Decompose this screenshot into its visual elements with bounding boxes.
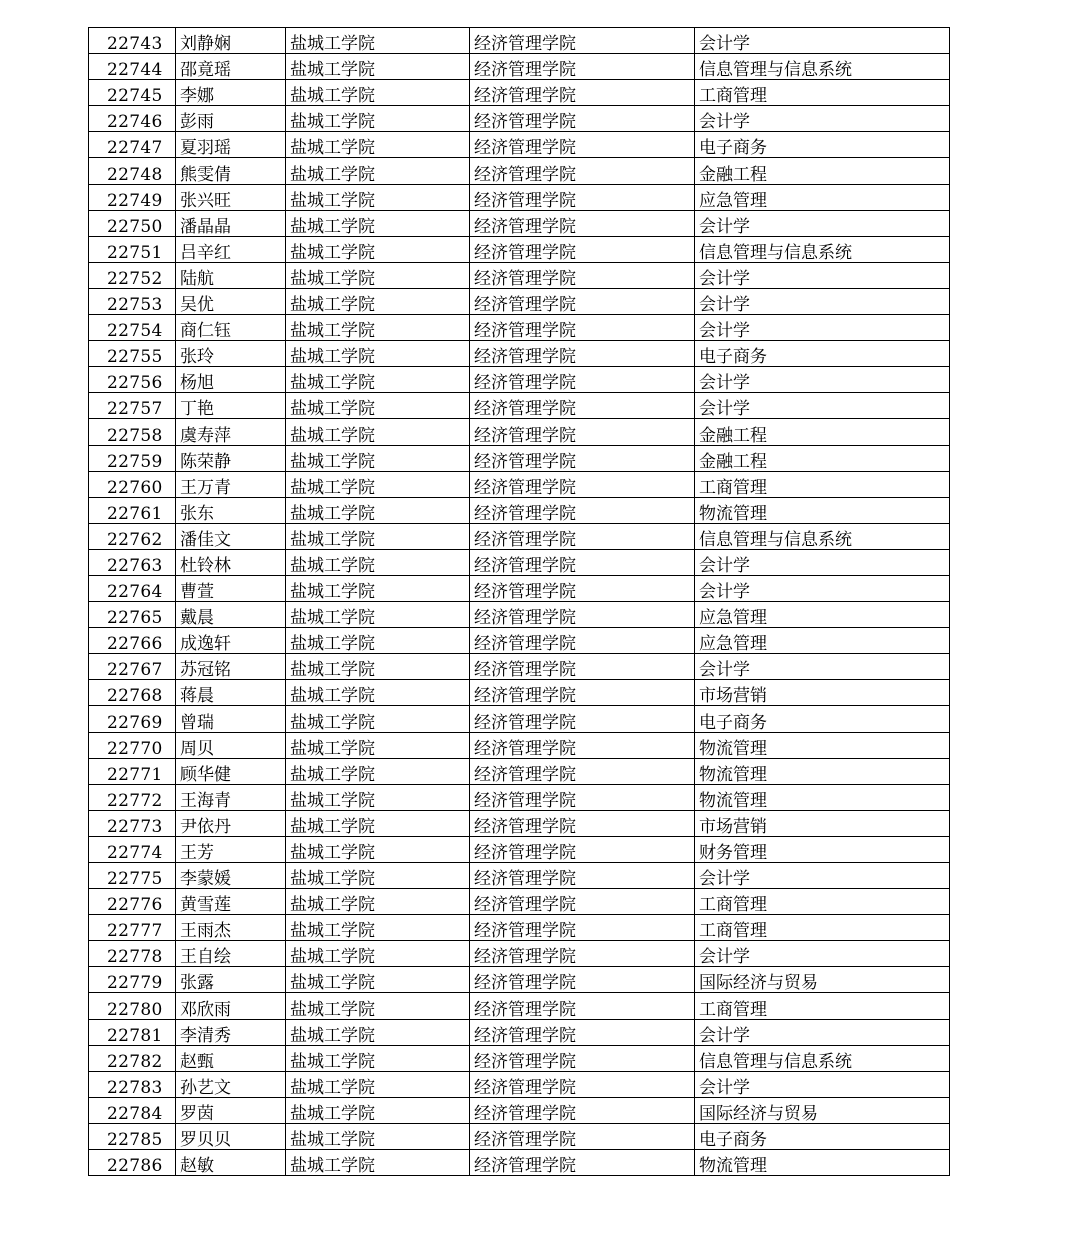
college-cell: 经济管理学院 <box>470 445 695 471</box>
serial-number-cell: 22752 <box>89 262 176 288</box>
serial-number-cell: 22754 <box>89 315 176 341</box>
school-cell: 盐城工学院 <box>286 288 470 314</box>
college-cell: 经济管理学院 <box>470 184 695 210</box>
student-name-cell: 孙艺文 <box>176 1071 286 1097</box>
student-name-cell: 李清秀 <box>176 1019 286 1045</box>
school-cell: 盐城工学院 <box>286 132 470 158</box>
table-row <box>89 549 950 575</box>
college-cell: 经济管理学院 <box>470 680 695 706</box>
college-cell: 经济管理学院 <box>470 132 695 158</box>
table-row <box>89 236 950 262</box>
college-cell: 经济管理学院 <box>470 1150 695 1176</box>
school-cell: 盐城工学院 <box>286 523 470 549</box>
college-cell: 经济管理学院 <box>470 628 695 654</box>
table-row <box>89 315 950 341</box>
serial-number-cell: 22759 <box>89 445 176 471</box>
table-row <box>89 367 950 393</box>
major-cell: 物流管理 <box>695 758 950 784</box>
roster-table <box>88 27 950 1176</box>
student-name-cell: 黄雪莲 <box>176 889 286 915</box>
student-name-cell: 王雨杰 <box>176 915 286 941</box>
serial-number-cell: 22773 <box>89 810 176 836</box>
serial-number-cell: 22749 <box>89 184 176 210</box>
table-row <box>89 1150 950 1176</box>
major-cell: 市场营销 <box>695 680 950 706</box>
serial-number-cell: 22766 <box>89 628 176 654</box>
student-name-cell: 杜铃林 <box>176 549 286 575</box>
student-name-cell: 曾瑞 <box>176 706 286 732</box>
school-cell: 盐城工学院 <box>286 367 470 393</box>
serial-number-cell: 22758 <box>89 419 176 445</box>
college-cell: 经济管理学院 <box>470 732 695 758</box>
serial-number-cell: 22768 <box>89 680 176 706</box>
serial-number-cell: 22757 <box>89 393 176 419</box>
table-row <box>89 993 950 1019</box>
serial-number-cell: 22753 <box>89 288 176 314</box>
major-cell: 信息管理与信息系统 <box>695 1045 950 1071</box>
major-cell: 会计学 <box>695 863 950 889</box>
school-cell: 盐城工学院 <box>286 1123 470 1149</box>
major-cell: 电子商务 <box>695 706 950 732</box>
serial-number-cell: 22746 <box>89 106 176 132</box>
student-name-cell: 刘静娴 <box>176 28 286 54</box>
major-cell: 会计学 <box>695 575 950 601</box>
serial-number-cell: 22764 <box>89 575 176 601</box>
student-name-cell: 王万青 <box>176 471 286 497</box>
major-cell: 应急管理 <box>695 602 950 628</box>
table-row <box>89 863 950 889</box>
student-name-cell: 李娜 <box>176 80 286 106</box>
student-name-cell: 赵敏 <box>176 1150 286 1176</box>
student-name-cell: 夏羽瑶 <box>176 132 286 158</box>
student-name-cell: 陆航 <box>176 262 286 288</box>
table-row <box>89 758 950 784</box>
serial-number-cell: 22770 <box>89 732 176 758</box>
student-name-cell: 吴优 <box>176 288 286 314</box>
school-cell: 盐城工学院 <box>286 967 470 993</box>
major-cell: 市场营销 <box>695 810 950 836</box>
table-row <box>89 393 950 419</box>
college-cell: 经济管理学院 <box>470 497 695 523</box>
school-cell: 盐城工学院 <box>286 184 470 210</box>
serial-number-cell: 22775 <box>89 863 176 889</box>
college-cell: 经济管理学院 <box>470 367 695 393</box>
student-name-cell: 蒋晨 <box>176 680 286 706</box>
table-row <box>89 445 950 471</box>
table-row <box>89 341 950 367</box>
college-cell: 经济管理学院 <box>470 28 695 54</box>
major-cell: 物流管理 <box>695 497 950 523</box>
school-cell: 盐城工学院 <box>286 549 470 575</box>
major-cell: 会计学 <box>695 654 950 680</box>
serial-number-cell: 22784 <box>89 1097 176 1123</box>
table-row <box>89 106 950 132</box>
school-cell: 盐城工学院 <box>286 863 470 889</box>
student-name-cell: 李蒙媛 <box>176 863 286 889</box>
college-cell: 经济管理学院 <box>470 1097 695 1123</box>
roster-table-body <box>89 28 950 1176</box>
college-cell: 经济管理学院 <box>470 106 695 132</box>
table-row <box>89 732 950 758</box>
school-cell: 盐城工学院 <box>286 210 470 236</box>
student-name-cell: 周贝 <box>176 732 286 758</box>
table-row <box>89 575 950 601</box>
student-name-cell: 彭雨 <box>176 106 286 132</box>
table-row <box>89 28 950 54</box>
serial-number-cell: 22767 <box>89 654 176 680</box>
student-name-cell: 王自绘 <box>176 941 286 967</box>
major-cell: 会计学 <box>695 367 950 393</box>
college-cell: 经济管理学院 <box>470 54 695 80</box>
college-cell: 经济管理学院 <box>470 863 695 889</box>
school-cell: 盐城工学院 <box>286 262 470 288</box>
college-cell: 经济管理学院 <box>470 758 695 784</box>
college-cell: 经济管理学院 <box>470 810 695 836</box>
school-cell: 盐城工学院 <box>286 602 470 628</box>
major-cell: 会计学 <box>695 106 950 132</box>
table-row <box>89 1045 950 1071</box>
college-cell: 经济管理学院 <box>470 210 695 236</box>
college-cell: 经济管理学院 <box>470 80 695 106</box>
major-cell: 会计学 <box>695 1019 950 1045</box>
school-cell: 盐城工学院 <box>286 419 470 445</box>
student-name-cell: 丁艳 <box>176 393 286 419</box>
student-name-cell: 尹依丹 <box>176 810 286 836</box>
table-row <box>89 54 950 80</box>
college-cell: 经济管理学院 <box>470 1071 695 1097</box>
student-name-cell: 王海青 <box>176 784 286 810</box>
school-cell: 盐城工学院 <box>286 1019 470 1045</box>
college-cell: 经济管理学院 <box>470 654 695 680</box>
serial-number-cell: 22782 <box>89 1045 176 1071</box>
serial-number-cell: 22776 <box>89 889 176 915</box>
school-cell: 盐城工学院 <box>286 628 470 654</box>
student-name-cell: 成逸轩 <box>176 628 286 654</box>
student-name-cell: 顾华健 <box>176 758 286 784</box>
major-cell: 物流管理 <box>695 732 950 758</box>
college-cell: 经济管理学院 <box>470 889 695 915</box>
major-cell: 工商管理 <box>695 993 950 1019</box>
table-row <box>89 471 950 497</box>
school-cell: 盐城工学院 <box>286 80 470 106</box>
school-cell: 盐城工学院 <box>286 941 470 967</box>
table-row <box>89 784 950 810</box>
serial-number-cell: 22747 <box>89 132 176 158</box>
school-cell: 盐城工学院 <box>286 158 470 184</box>
serial-number-cell: 22744 <box>89 54 176 80</box>
student-name-cell: 赵甄 <box>176 1045 286 1071</box>
college-cell: 经济管理学院 <box>470 315 695 341</box>
table-row <box>89 1097 950 1123</box>
major-cell: 财务管理 <box>695 836 950 862</box>
student-name-cell: 潘佳文 <box>176 523 286 549</box>
serial-number-cell: 22786 <box>89 1150 176 1176</box>
serial-number-cell: 22765 <box>89 602 176 628</box>
college-cell: 经济管理学院 <box>470 419 695 445</box>
serial-number-cell: 22779 <box>89 967 176 993</box>
school-cell: 盐城工学院 <box>286 706 470 732</box>
major-cell: 工商管理 <box>695 889 950 915</box>
serial-number-cell: 22783 <box>89 1071 176 1097</box>
school-cell: 盐城工学院 <box>286 1071 470 1097</box>
major-cell: 电子商务 <box>695 1123 950 1149</box>
college-cell: 经济管理学院 <box>470 784 695 810</box>
table-row <box>89 1019 950 1045</box>
college-cell: 经济管理学院 <box>470 288 695 314</box>
table-row <box>89 654 950 680</box>
major-cell: 信息管理与信息系统 <box>695 523 950 549</box>
table-row <box>89 497 950 523</box>
school-cell: 盐城工学院 <box>286 1045 470 1071</box>
serial-number-cell: 22772 <box>89 784 176 810</box>
serial-number-cell: 22774 <box>89 836 176 862</box>
school-cell: 盐城工学院 <box>286 732 470 758</box>
student-name-cell: 张玲 <box>176 341 286 367</box>
school-cell: 盐城工学院 <box>286 784 470 810</box>
major-cell: 应急管理 <box>695 184 950 210</box>
college-cell: 经济管理学院 <box>470 602 695 628</box>
major-cell: 金融工程 <box>695 419 950 445</box>
college-cell: 经济管理学院 <box>470 549 695 575</box>
college-cell: 经济管理学院 <box>470 941 695 967</box>
major-cell: 国际经济与贸易 <box>695 1097 950 1123</box>
serial-number-cell: 22777 <box>89 915 176 941</box>
table-row <box>89 1123 950 1149</box>
table-row <box>89 184 950 210</box>
school-cell: 盐城工学院 <box>286 915 470 941</box>
school-cell: 盐城工学院 <box>286 236 470 262</box>
student-name-cell: 王芳 <box>176 836 286 862</box>
serial-number-cell: 22748 <box>89 158 176 184</box>
table-row <box>89 262 950 288</box>
college-cell: 经济管理学院 <box>470 158 695 184</box>
school-cell: 盐城工学院 <box>286 889 470 915</box>
table-row <box>89 706 950 732</box>
school-cell: 盐城工学院 <box>286 1097 470 1123</box>
serial-number-cell: 22785 <box>89 1123 176 1149</box>
school-cell: 盐城工学院 <box>286 54 470 80</box>
serial-number-cell: 22771 <box>89 758 176 784</box>
student-name-cell: 曹萱 <box>176 575 286 601</box>
major-cell: 会计学 <box>695 549 950 575</box>
table-row <box>89 288 950 314</box>
student-name-cell: 虞寿萍 <box>176 419 286 445</box>
student-name-cell: 杨旭 <box>176 367 286 393</box>
table-row <box>89 889 950 915</box>
major-cell: 物流管理 <box>695 784 950 810</box>
school-cell: 盐城工学院 <box>286 497 470 523</box>
major-cell: 会计学 <box>695 262 950 288</box>
table-row <box>89 941 950 967</box>
major-cell: 金融工程 <box>695 445 950 471</box>
major-cell: 国际经济与贸易 <box>695 967 950 993</box>
major-cell: 会计学 <box>695 1071 950 1097</box>
major-cell: 信息管理与信息系统 <box>695 236 950 262</box>
student-name-cell: 罗贝贝 <box>176 1123 286 1149</box>
student-name-cell: 邓欣雨 <box>176 993 286 1019</box>
college-cell: 经济管理学院 <box>470 1045 695 1071</box>
college-cell: 经济管理学院 <box>470 236 695 262</box>
student-name-cell: 戴晨 <box>176 602 286 628</box>
student-name-cell: 潘晶晶 <box>176 210 286 236</box>
serial-number-cell: 22769 <box>89 706 176 732</box>
college-cell: 经济管理学院 <box>470 471 695 497</box>
table-row <box>89 836 950 862</box>
student-name-cell: 张东 <box>176 497 286 523</box>
table-row <box>89 210 950 236</box>
serial-number-cell: 22743 <box>89 28 176 54</box>
table-row <box>89 915 950 941</box>
table-row <box>89 810 950 836</box>
major-cell: 会计学 <box>695 28 950 54</box>
table-row <box>89 967 950 993</box>
college-cell: 经济管理学院 <box>470 836 695 862</box>
table-row <box>89 1071 950 1097</box>
student-name-cell: 张露 <box>176 967 286 993</box>
table-row <box>89 419 950 445</box>
major-cell: 物流管理 <box>695 1150 950 1176</box>
college-cell: 经济管理学院 <box>470 967 695 993</box>
table-row <box>89 158 950 184</box>
school-cell: 盐城工学院 <box>286 28 470 54</box>
college-cell: 经济管理学院 <box>470 523 695 549</box>
serial-number-cell: 22778 <box>89 941 176 967</box>
student-name-cell: 张兴旺 <box>176 184 286 210</box>
table-row <box>89 523 950 549</box>
school-cell: 盐城工学院 <box>286 341 470 367</box>
student-name-cell: 熊雯倩 <box>176 158 286 184</box>
college-cell: 经济管理学院 <box>470 341 695 367</box>
college-cell: 经济管理学院 <box>470 993 695 1019</box>
serial-number-cell: 22755 <box>89 341 176 367</box>
major-cell: 会计学 <box>695 210 950 236</box>
school-cell: 盐城工学院 <box>286 575 470 601</box>
serial-number-cell: 22763 <box>89 549 176 575</box>
school-cell: 盐城工学院 <box>286 810 470 836</box>
table-row <box>89 602 950 628</box>
college-cell: 经济管理学院 <box>470 706 695 732</box>
serial-number-cell: 22756 <box>89 367 176 393</box>
serial-number-cell: 22762 <box>89 523 176 549</box>
major-cell: 应急管理 <box>695 628 950 654</box>
college-cell: 经济管理学院 <box>470 262 695 288</box>
school-cell: 盐城工学院 <box>286 471 470 497</box>
table-row <box>89 680 950 706</box>
major-cell: 金融工程 <box>695 158 950 184</box>
table-row <box>89 132 950 158</box>
major-cell: 会计学 <box>695 393 950 419</box>
school-cell: 盐城工学院 <box>286 680 470 706</box>
student-name-cell: 罗茵 <box>176 1097 286 1123</box>
college-cell: 经济管理学院 <box>470 393 695 419</box>
college-cell: 经济管理学院 <box>470 1019 695 1045</box>
school-cell: 盐城工学院 <box>286 106 470 132</box>
major-cell: 电子商务 <box>695 132 950 158</box>
college-cell: 经济管理学院 <box>470 575 695 601</box>
serial-number-cell: 22760 <box>89 471 176 497</box>
serial-number-cell: 22745 <box>89 80 176 106</box>
student-name-cell: 邵竟瑶 <box>176 54 286 80</box>
major-cell: 会计学 <box>695 288 950 314</box>
student-name-cell: 吕辛红 <box>176 236 286 262</box>
school-cell: 盐城工学院 <box>286 654 470 680</box>
student-name-cell: 苏冠铭 <box>176 654 286 680</box>
college-cell: 经济管理学院 <box>470 915 695 941</box>
table-row <box>89 80 950 106</box>
student-name-cell: 陈荣静 <box>176 445 286 471</box>
major-cell: 电子商务 <box>695 341 950 367</box>
serial-number-cell: 22781 <box>89 1019 176 1045</box>
major-cell: 会计学 <box>695 941 950 967</box>
serial-number-cell: 22751 <box>89 236 176 262</box>
college-cell: 经济管理学院 <box>470 1123 695 1149</box>
serial-number-cell: 22761 <box>89 497 176 523</box>
table-row <box>89 628 950 654</box>
major-cell: 工商管理 <box>695 80 950 106</box>
major-cell: 工商管理 <box>695 471 950 497</box>
school-cell: 盐城工学院 <box>286 1150 470 1176</box>
major-cell: 工商管理 <box>695 915 950 941</box>
major-cell: 会计学 <box>695 315 950 341</box>
school-cell: 盐城工学院 <box>286 445 470 471</box>
school-cell: 盐城工学院 <box>286 836 470 862</box>
school-cell: 盐城工学院 <box>286 758 470 784</box>
serial-number-cell: 22750 <box>89 210 176 236</box>
school-cell: 盐城工学院 <box>286 993 470 1019</box>
serial-number-cell: 22780 <box>89 993 176 1019</box>
school-cell: 盐城工学院 <box>286 315 470 341</box>
student-name-cell: 商仁钰 <box>176 315 286 341</box>
major-cell: 信息管理与信息系统 <box>695 54 950 80</box>
school-cell: 盐城工学院 <box>286 393 470 419</box>
